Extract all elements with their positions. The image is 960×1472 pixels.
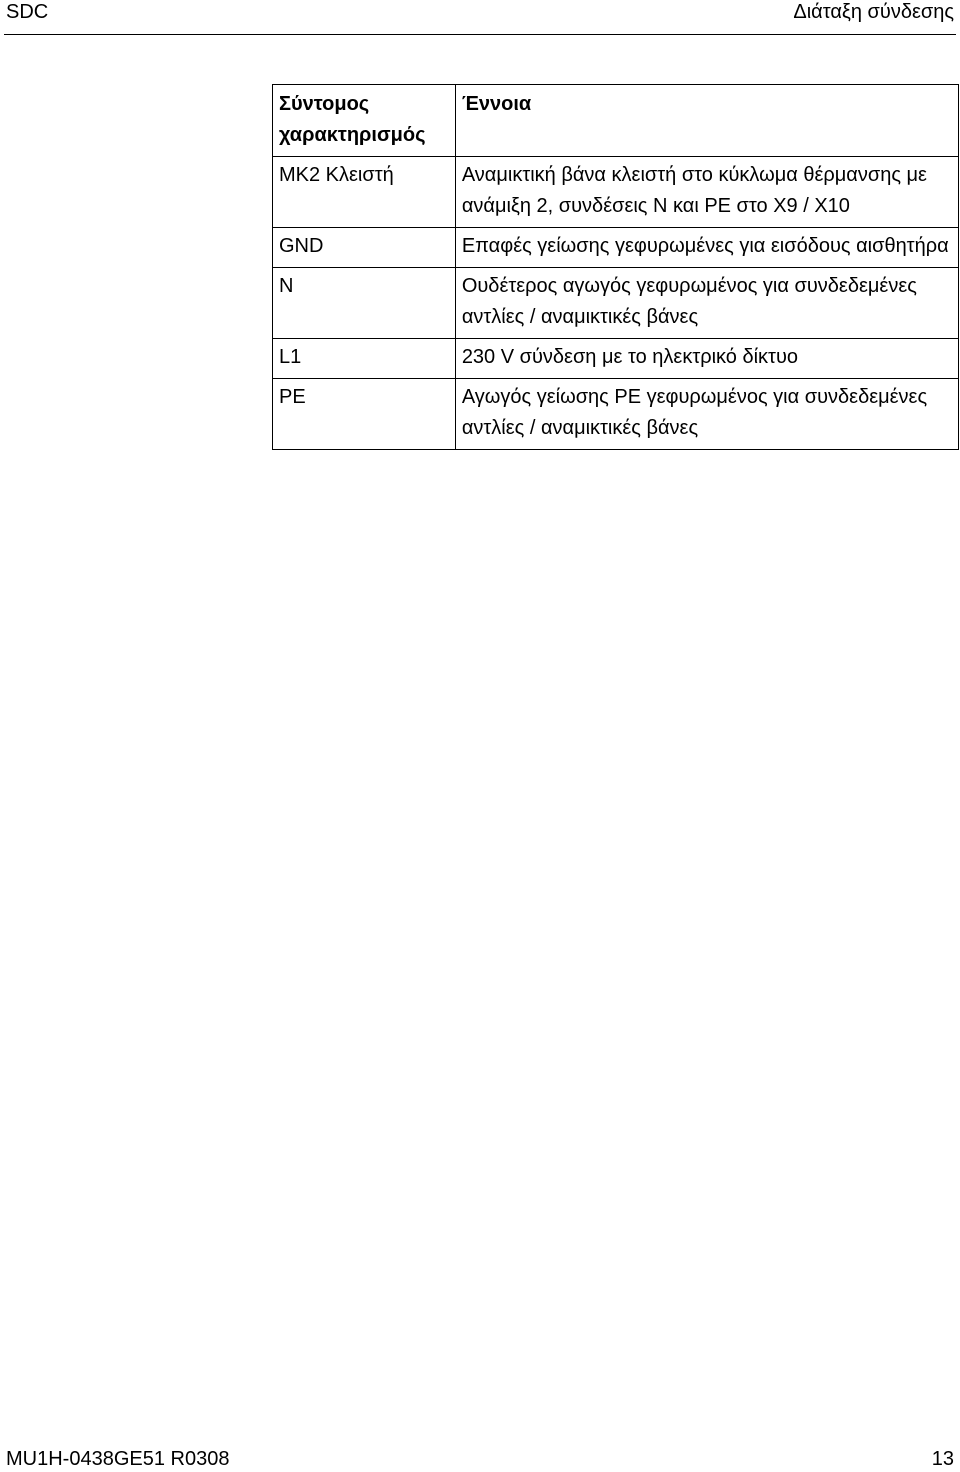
footer-page-number: 13 [931, 1448, 954, 1470]
row-code: MK2 Κλειστή [273, 157, 456, 228]
table-row [273, 339, 959, 379]
table-header-row [273, 85, 959, 157]
table-row [273, 268, 959, 339]
row-code: GND [273, 228, 456, 268]
row-code: PE [273, 379, 456, 450]
column-header-meaning: Έννοια [455, 85, 958, 157]
footer-document-id: MU1H-0438GE51 R0308 [6, 1448, 230, 1470]
row-meaning: Ουδέτερος αγωγός γεφυρωμένος για συνδεδεμένες αντλίες / αναμικτικές βάνες [455, 268, 958, 339]
header-section-title: Διάταξη σύνδεσης [793, 1, 954, 23]
row-code: L1 [273, 339, 456, 379]
connection-table [272, 84, 959, 450]
table-row [273, 228, 959, 268]
table-row [273, 379, 959, 450]
header-divider [4, 34, 956, 35]
table-row [273, 157, 959, 228]
row-meaning: Αναμικτική βάνα κλειστή στο κύκλωμα θέρμανσης με ανάμιξη 2, συνδέσεις N και PE στο X9 / X10 [455, 157, 958, 228]
row-meaning: Αγωγός γείωσης PE γεφυρωμένος για συνδεδεμένες αντλίες / αναμικτικές βάνες [455, 379, 958, 450]
row-meaning: Επαφές γείωσης γεφυρωμένες για εισόδους αισθητήρα [455, 228, 958, 268]
column-header-abbreviation: Σύντομος χαρακτηρισμός [273, 85, 456, 157]
row-meaning: 230 V σύνδεση με το ηλεκτρικό δίκτυο [455, 339, 958, 379]
header-doc-code: SDC [6, 1, 49, 23]
row-code: N [273, 268, 456, 339]
